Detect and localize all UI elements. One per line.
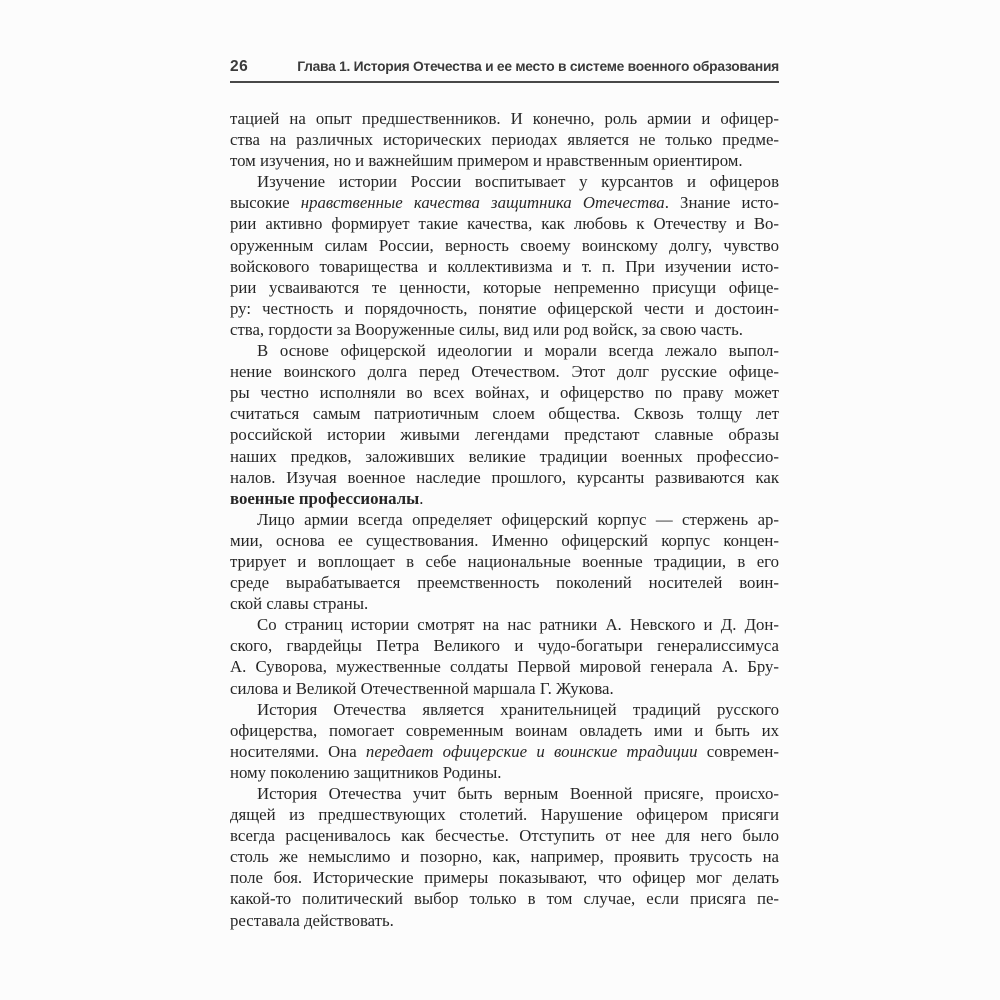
regular-text: .: [419, 488, 424, 508]
page-number: 26: [230, 58, 249, 75]
text-line: [230, 488, 779, 509]
text-line: ства на различных исторических периодах является не только предме-: [230, 130, 779, 150]
body-text: [230, 108, 779, 931]
text-line: какой-то политический выбор только в том случае, если присяга пе-: [230, 889, 779, 909]
text-line: трирует и воплощает в себе национальные военные традиции, в его: [230, 551, 779, 571]
paragraph: [230, 699, 779, 783]
text-line: ру: честность и порядочность, понятие офицерской чести и достоин-: [230, 298, 779, 318]
paragraph: [230, 108, 779, 171]
text-line: силова и Великой Отечественной маршала Г. Жукова.: [230, 678, 614, 698]
bold-text: военные профессионалы: [230, 488, 420, 508]
text-line: тацией на опыт предшественников. И конечно, роль армии и офицер-: [230, 109, 779, 128]
paragraph: [230, 614, 779, 698]
paragraph: [230, 340, 779, 509]
page-header: [230, 58, 779, 83]
text-line: История Отечества является хранительницей традиций русского: [257, 699, 779, 719]
text-line: ры честно исполняли во всех войнах, и офицерство по праву может: [230, 383, 779, 403]
chapter-title: Глава 1. История Отечества и ее место в системе военного образования: [297, 59, 779, 74]
text-line: ному поколению защитников Родины.: [230, 762, 502, 782]
text-line: Лицо армии всегда определяет офицерский корпус — стержень ар-: [257, 509, 779, 529]
text-line: дящей из предшествующих столетий. Нарушение офицером присяги: [230, 805, 779, 825]
text-line: [230, 192, 779, 213]
paragraph: [230, 509, 779, 614]
italic-text: передает офицерские и воинские традиции: [365, 741, 698, 761]
text-line: наших предков, заложивших великие традиции военных профессио-: [230, 446, 779, 466]
regular-text: современ-: [697, 741, 779, 761]
text-line: [230, 741, 779, 762]
text-line: рии активно формирует такие качества, как любовь к Отечеству и Во-: [230, 214, 779, 234]
text-column: [230, 58, 779, 931]
text-line: войскового товарищества и коллективизма и т. п. При изучении исто-: [230, 256, 779, 276]
text-line: всегда расценивалось как бесчестье. Отступить от нее для него было: [230, 826, 779, 846]
paragraph: [230, 783, 779, 931]
text-line: рии усваиваются те ценности, которые непременно присущи офице-: [230, 277, 779, 297]
text-line: Изучение истории России воспитывает у курсантов и офицеров: [257, 172, 779, 192]
text-line: налов. Изучая военное наследие прошлого, курсанты развиваются как: [230, 467, 779, 487]
text-line: офицерства, помогает современным воинам овладеть ими и быть их: [230, 720, 779, 740]
text-line: ства, гордости за Вооруженные силы, вид или род войск, за свою часть.: [230, 319, 743, 339]
text-line: среде вырабатывается преемственность поколений носителей воин-: [230, 573, 779, 593]
text-line: столь же немыслимо и позорно, как, например, проявить трусость на: [230, 847, 779, 867]
text-line: поле боя. Исторические примеры показывают, что офицер мог делать: [230, 868, 779, 888]
text-line: том изучения, но и важнейшим примером и нравственным ориентиром.: [230, 151, 743, 171]
text-line: История Отечества учит быть верным Военной присяге, происхо-: [257, 784, 779, 803]
text-line: В основе офицерской идеологии и морали всегда лежало выпол-: [257, 341, 779, 361]
text-line: А. Суворова, мужественные солдаты Первой мировой генерала А. Бру-: [230, 657, 779, 677]
text-line: ской славы страны.: [230, 594, 369, 614]
italic-text: нравственные качества защитника Отечества: [300, 193, 665, 213]
text-line: Со страниц истории смотрят на нас ратники А. Невского и Д. Дон-: [257, 615, 779, 635]
text-line: мии, основа ее существования. Именно офицерский корпус концен-: [230, 530, 779, 550]
regular-text: носителями. Она: [230, 741, 366, 761]
text-line: ского, гвардейцы Петра Великого и чудо-богатыри генералиссимуса: [230, 636, 779, 656]
regular-text: . Знание исто-: [664, 193, 779, 213]
text-line: считаться самым патриотичным слоем общества. Сквозь толщу лет: [230, 404, 779, 424]
regular-text: высокие: [230, 193, 301, 213]
paragraph: [230, 171, 779, 340]
text-line: оруженным силам России, верность своему воинскому долгу, чувство: [230, 235, 779, 255]
text-line: реставала действовать.: [230, 910, 394, 930]
text-line: российской истории живыми легендами предстают славные образы: [230, 425, 779, 445]
text-line: нение воинского долга перед Отечеством. Этот долг русские офице-: [230, 362, 779, 382]
